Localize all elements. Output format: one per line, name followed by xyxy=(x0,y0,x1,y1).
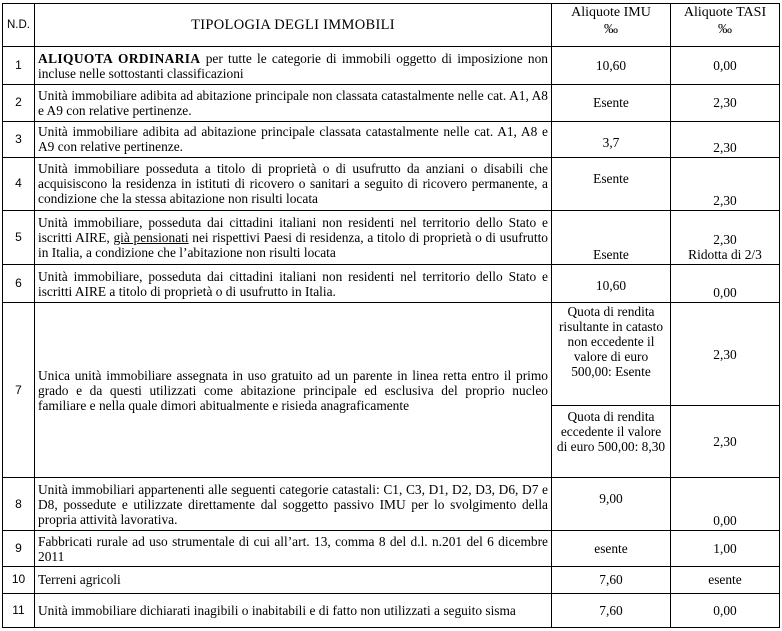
row-description-underlined: già pensionati xyxy=(113,230,189,246)
table-row xyxy=(3,157,780,210)
imu-rate: Esente xyxy=(552,157,671,210)
row-number: 1 xyxy=(3,47,35,85)
table-row xyxy=(3,265,780,303)
imu-rate: Esente xyxy=(552,85,671,121)
header-tipologia: TIPOLOGIA DEGLI IMMOBILI xyxy=(35,4,552,47)
tasi-rate: 0,00 xyxy=(671,47,780,85)
row-number: 5 xyxy=(3,210,35,264)
row-description-text: per tutte le categorie di immobili oggetto di imposizione non incluse nelle sottostanti classificazioni xyxy=(38,50,548,81)
tasi-rate: esente xyxy=(671,566,780,593)
row-number: 9 xyxy=(3,531,35,566)
row-number: 7 xyxy=(3,303,35,478)
row-description: Unica unità immobiliare assegnata in uso gratuito ad un parente in linea retta entro il primo grado e da questi utilizzati come abitazione principale ed esclusiva del proprio nucleo familiare e nella quale dimori abitualmente e risieda anagraficamente xyxy=(35,303,552,478)
row-description-text: nei rispettivi Paesi di residenza, a titolo di proprietà o di usufrutto in Italia, a condizione che l’abitazione non risulti locata xyxy=(38,230,549,261)
row-description: Fabbricati rurale ad uso strumentale di cui all’art. 13, comma 8 del d.l. n.201 del 6 dicembre 2011 xyxy=(35,531,552,566)
table-row xyxy=(3,85,780,121)
header-tasi-unit: ‰ xyxy=(718,22,732,37)
tasi-rate: 0,00 xyxy=(671,593,780,627)
imu-rate: 10,60 xyxy=(552,47,671,85)
row-description: Unità immobiliari appartenenti alle seguenti categorie catastali: C1, C3, D1, D2, D3, D6, D7 e D8, possedute e utilizzate direttamente dal soggetto passivo IMU per lo svolgimento della propria attività lavorativa. xyxy=(35,478,552,531)
imu-rate: 3,7 xyxy=(552,121,671,157)
row-number: 2 xyxy=(3,85,35,121)
row-number: 11 xyxy=(3,593,35,627)
row-number: 10 xyxy=(3,566,35,593)
row-number: 3 xyxy=(3,121,35,157)
header-row xyxy=(3,4,780,47)
tasi-rate xyxy=(671,210,780,264)
table-row xyxy=(3,210,780,264)
table-row xyxy=(3,121,780,157)
row-description-bold: ALIQUOTA ORDINARIA xyxy=(38,50,201,66)
header-imu xyxy=(552,4,671,47)
header-imu-unit: ‰ xyxy=(604,22,618,37)
tasi-rate: 2,30 xyxy=(671,405,780,477)
row-description: Terreni agricoli xyxy=(35,566,552,593)
table-row xyxy=(3,566,780,593)
tasi-rate-value: 2,30 xyxy=(713,232,737,248)
tasi-rate: 0,00 xyxy=(671,265,780,303)
imu-rate: esente xyxy=(552,531,671,566)
row-number: 8 xyxy=(3,478,35,531)
header-nd: N.D. xyxy=(3,4,35,47)
tasi-rate: 2,30 xyxy=(671,121,780,157)
row-description: Unità immobiliare dichiarati inagibili o inabitabili e di fatto non utilizzati a seguito sisma xyxy=(35,593,552,627)
imu-rate: 7,60 xyxy=(552,593,671,627)
tasi-rate: 2,30 xyxy=(671,85,780,121)
row-description: Unità immobiliare, posseduta dai cittadini italiani non residenti nel territorio dello Stato e iscritti AIRE a titolo di proprietà o di usufrutto in Italia. xyxy=(35,265,552,303)
tasi-rate: 2,30 xyxy=(671,303,780,405)
table-row xyxy=(3,303,780,405)
tasi-rate: 0,00 xyxy=(671,478,780,531)
imu-rate: 7,60 xyxy=(552,566,671,593)
row-description: Unità immobiliare adibita ad abitazione principale non classata catastalmente nelle cat. A1, A8 e A9 con relative pertinenze. xyxy=(35,85,552,121)
imu-rate: 9,00 xyxy=(552,478,671,531)
table-row xyxy=(3,593,780,627)
imu-rate: Quota di rendita eccedente il valore di euro 500,00: 8,30 xyxy=(552,405,671,477)
row-description xyxy=(35,210,552,264)
tasi-rate-note: Ridotta di 2/3 xyxy=(688,247,762,263)
header-tasi-label: Aliquote TASI xyxy=(683,5,767,20)
row-description-text: Unità immobiliare, posseduta dai cittadini italiani non residenti nel territorio dello Stato e iscritti AIRE, xyxy=(38,215,548,246)
row-description: Unità immobiliare adibita ad abitazione principale classata catastalmente nelle cat. A1, A8 e A9 con relative pertinenze. xyxy=(35,121,552,157)
row-number: 6 xyxy=(3,265,35,303)
table-row xyxy=(3,47,780,85)
tasi-rate: 2,30 xyxy=(671,157,780,210)
row-description xyxy=(35,47,552,85)
row-number: 4 xyxy=(3,157,35,210)
imu-rate: 10,60 xyxy=(552,265,671,303)
header-tasi xyxy=(671,4,780,47)
imu-rate: Esente xyxy=(552,210,671,264)
tax-rates-table xyxy=(2,3,780,628)
table-row xyxy=(3,478,780,531)
header-imu-label: Aliquote IMU xyxy=(571,5,651,20)
row-description: Unità immobiliare posseduta a titolo di proprietà o di usufrutto da anziani o disabili che acquisiscono la residenza in istituti di ricovero o sanitari a seguito di ricovero permanente, a condizione che la stessa abitazione non risulti locata xyxy=(35,157,552,210)
imu-rate: Quota di rendita risultante in catasto non eccedente il valore di euro 500,00: Esente xyxy=(552,303,671,405)
tasi-rate: 1,00 xyxy=(671,531,780,566)
table-row xyxy=(3,531,780,566)
